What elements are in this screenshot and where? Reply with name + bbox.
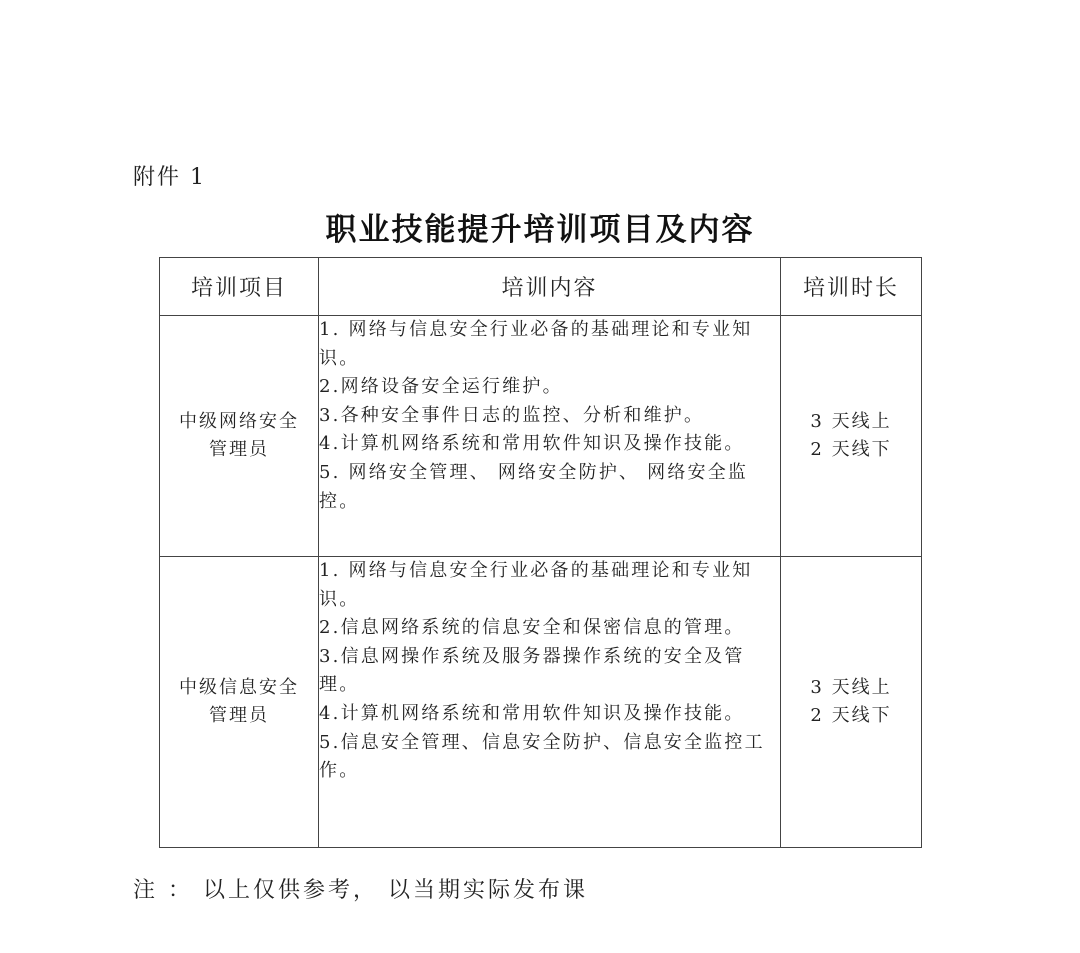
content-item: 3.信息网操作系统及服务器操作系统的安全及管理。 xyxy=(319,645,745,696)
footnote: 注 ： 以上仅供参考， 以当期实际发布课 xyxy=(133,878,588,903)
content-cell xyxy=(319,557,781,848)
training-table xyxy=(159,257,922,848)
duration-offline: 2 天线下 xyxy=(810,439,892,460)
content-item: 4.计算机网络系统和常用软件知识及操作技能。 xyxy=(319,433,745,455)
project-name-line: 管理员 xyxy=(209,705,269,726)
content-item: 1. 网络与信息安全行业必备的基础理论和专业知识。 xyxy=(319,560,753,610)
duration-online: 3 天线上 xyxy=(810,677,892,698)
content-item: 5. 网络安全管理、 网络安全防护、 网络安全监控。 xyxy=(319,461,749,512)
project-name-line: 中级网络安全 xyxy=(179,411,299,432)
project-name-line: 管理员 xyxy=(209,439,269,460)
duration-online: 3 天线上 xyxy=(810,411,892,432)
content-item: 4.计算机网络系统和常用软件知识及操作技能。 xyxy=(319,702,745,724)
header-training-content: 培训内容 xyxy=(319,258,781,316)
header-training-duration: 培训时长 xyxy=(781,258,922,316)
project-cell xyxy=(160,316,319,557)
project-name-line: 中级信息安全 xyxy=(179,677,299,698)
document-title: 职业技能提升培训项目及内容 xyxy=(325,212,755,248)
content-item: 1. 网络与信息安全行业必备的基础理论和专业知识。 xyxy=(319,319,753,369)
duration-cell xyxy=(781,557,922,848)
table-row xyxy=(160,316,922,557)
table-header-row xyxy=(160,258,922,316)
table-row xyxy=(160,557,922,848)
duration-cell xyxy=(781,316,922,557)
content-item: 5.信息安全管理、信息安全防护、信息安全监控工作。 xyxy=(319,731,765,782)
duration-offline: 2 天线下 xyxy=(810,705,892,726)
content-item: 2.网络设备安全运行维护。 xyxy=(319,376,563,398)
attachment-label: 附件 1 xyxy=(133,165,206,190)
project-cell xyxy=(160,557,319,848)
content-item: 3.各种安全事件日志的监控、分析和维护。 xyxy=(319,404,705,426)
content-item: 2.信息网络系统的信息安全和保密信息的管理。 xyxy=(319,617,745,639)
content-cell xyxy=(319,316,781,557)
header-training-project: 培训项目 xyxy=(160,258,319,316)
